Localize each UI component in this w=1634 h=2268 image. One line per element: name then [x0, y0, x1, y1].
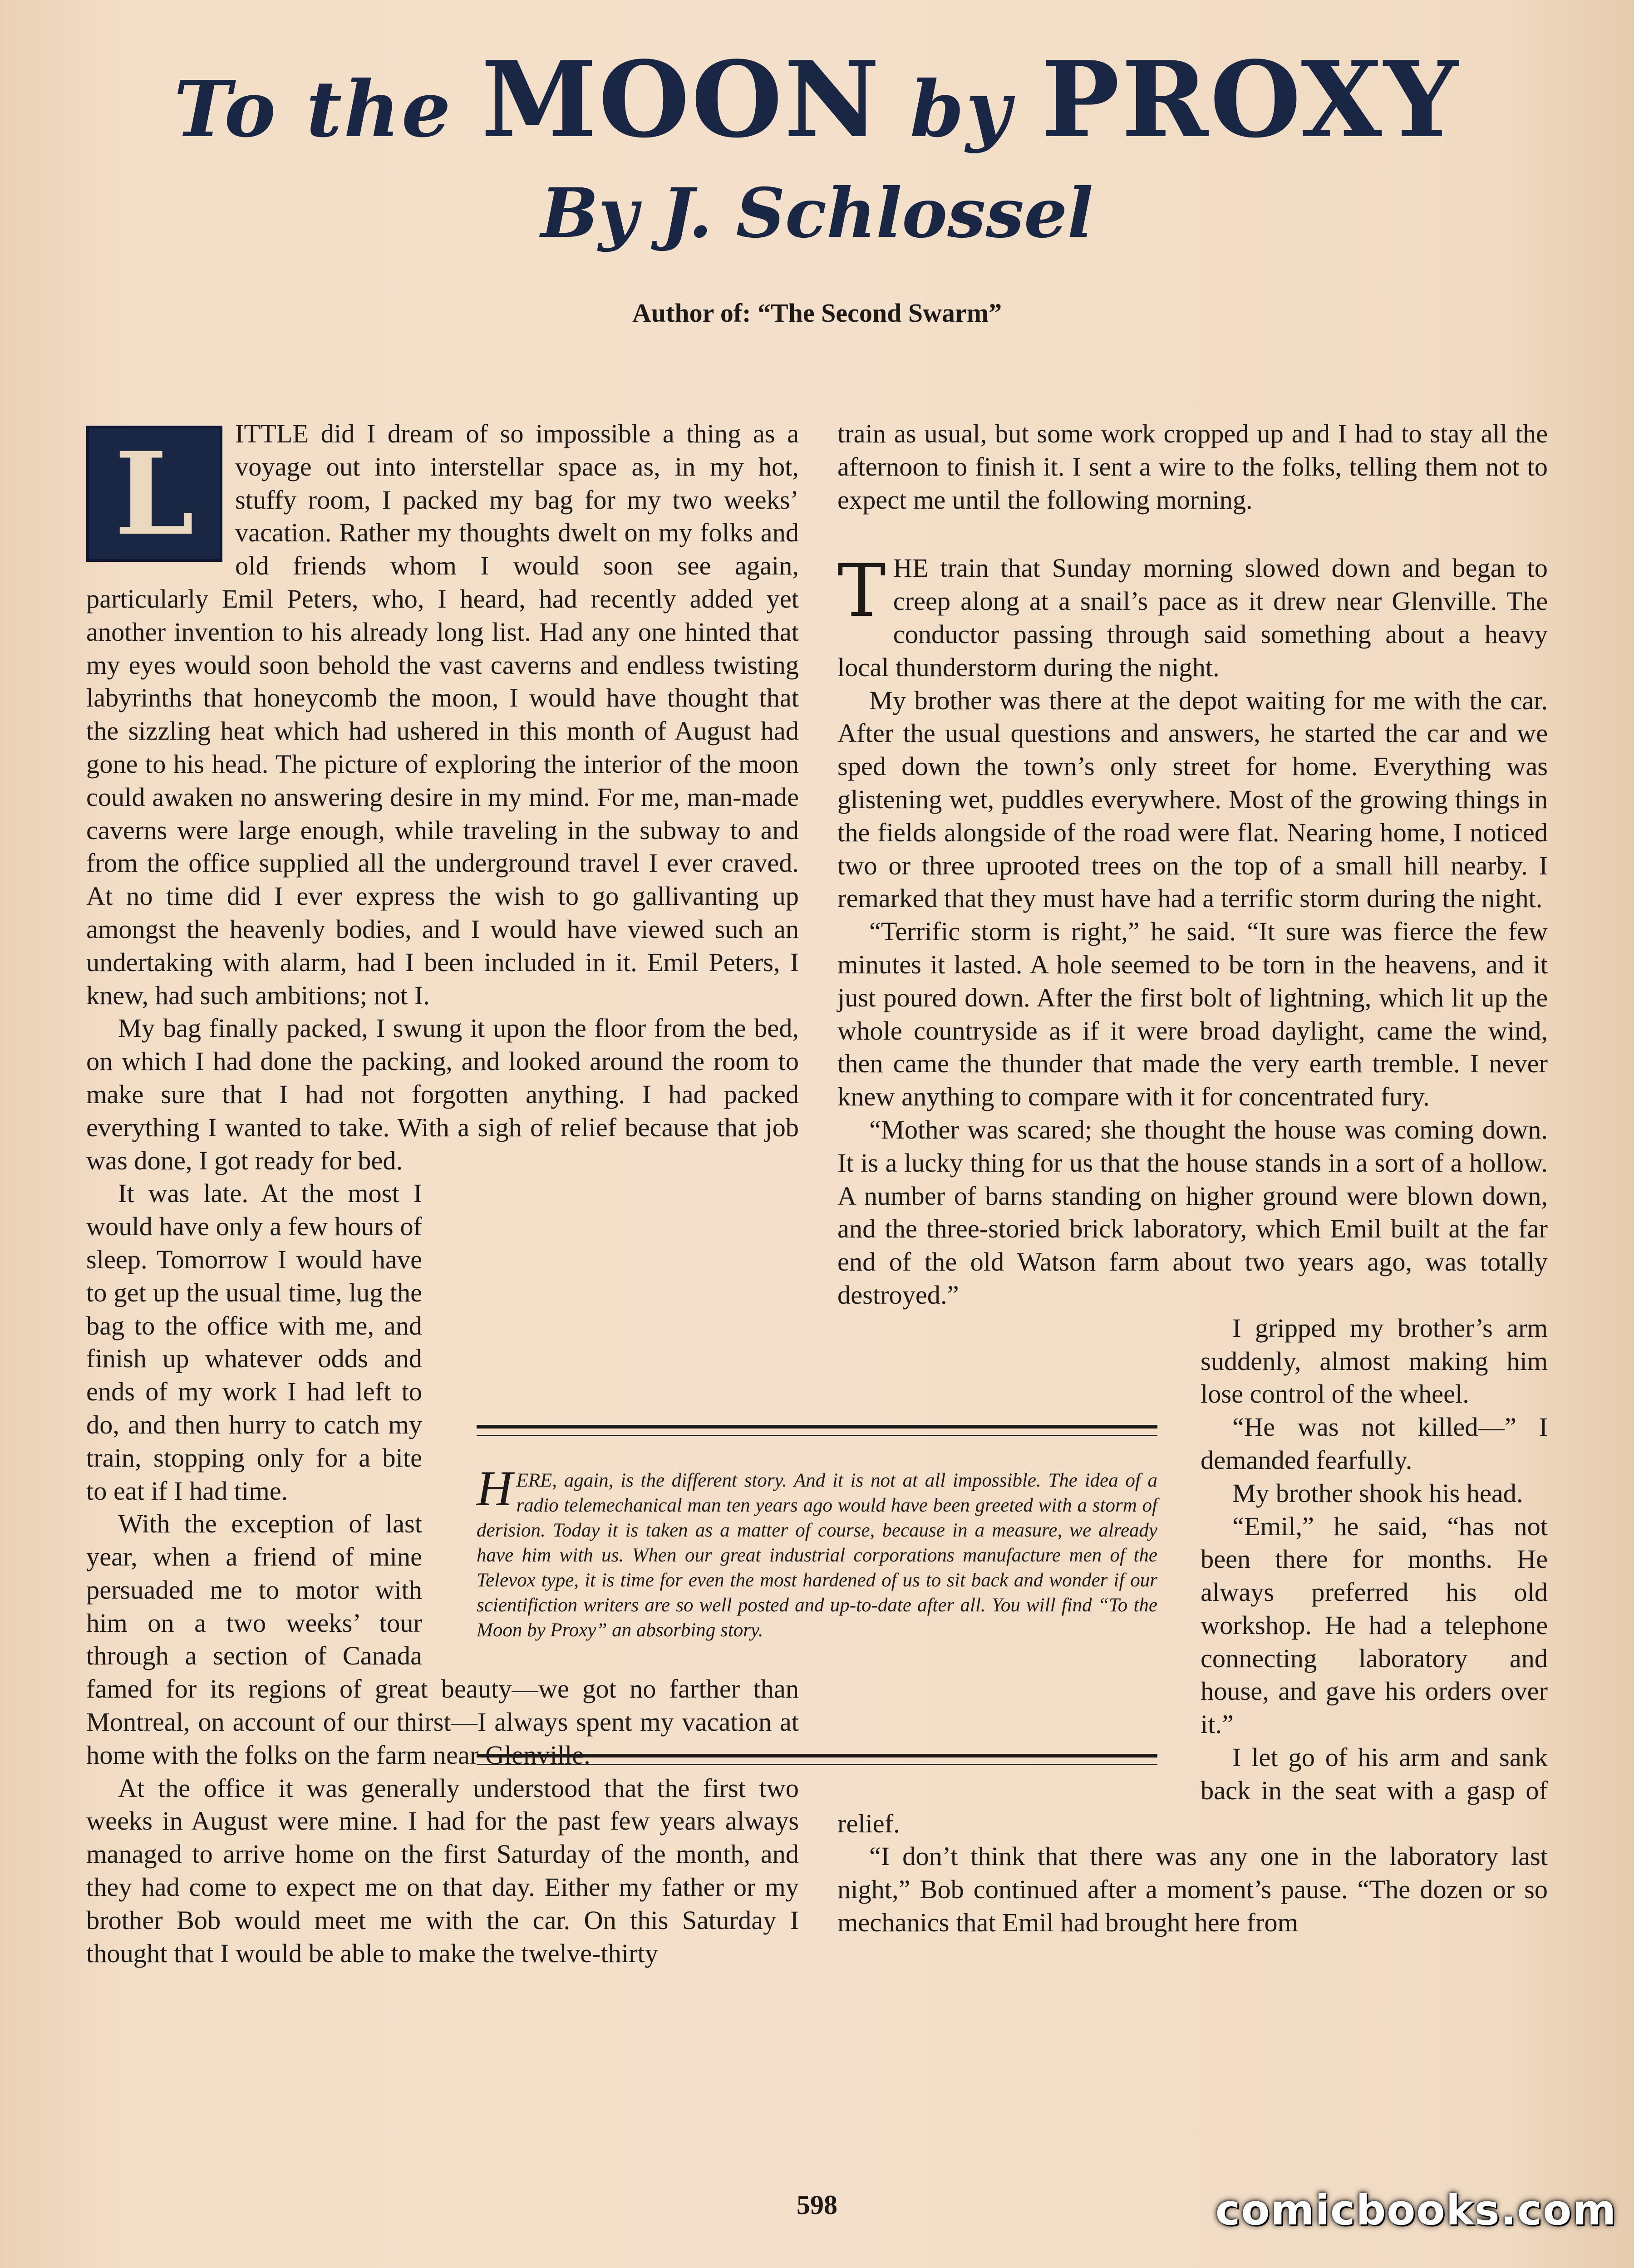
- section-break: [837, 516, 1548, 552]
- paragraph-text: ITTLE did I dream of so impossible a thing as a voyage out into interstellar space as, in my hot, stuffy room, I packed my bag for my two weeks’ vacation. Rather my thoughts dwelt on my folks and old friends whom I would soon see again, particularly Emil Peters, who, I heard, had recently added yet another invention to his already long list. Had any one hinted that my eyes would soon behold the vast caverns and endless twisting labyrinths that honeycomb the moon, I would have thought that the sizzling heat which had ushered in this month of August had gone to his head. The picture of exploring the interior of the moon could awaken no answering desire in my mind. For me, man-made caverns were large enough, while traveling in the subway to and from the office supplied all the underground travel I ever craved. At no time did I ever express the wish to go gallivanting up amongst the heavenly bodies, and I would have viewed such an undertaking with alarm, had I been included in it. Emil Peters, I knew, had such ambitions; not I.: [86, 419, 799, 1010]
- title-proxy: PROXY: [1041, 39, 1460, 161]
- paragraph: “Mother was scared; she thought the house was coming down. It is a lucky thing for us that the house stands in a sort of a hollow. A number of barns standing on higher ground were blown down, and the three-storied brick laboratory, which Emil built at the far end of the old Watson farm about two years ago, was totally destroyed.”: [837, 1114, 1548, 1310]
- paragraph: My bag finally packed, I swung it upon the floor from the bed, on which I had done the packing, and looked around the room to make sure that I had not forgotten anything. I had packed everything I wanted to take. With a sigh of relief because that job was done, I got ready for bed.: [86, 1013, 799, 1175]
- box-rule-bottom: [477, 1754, 1157, 1765]
- author-note: Author of: “The Second Swarm”: [632, 298, 1002, 328]
- paragraph: It was late. At the most I would have only a few hours of sleep. Tomorrow I would have to get up the usual time, lug the bag to the office with me, and finish up whatever odds and ends of my work I had left to do, and then hurry to catch my train, stopping only for a bite to eat if I had time.: [86, 1178, 422, 1506]
- paragraph: [837, 548, 1548, 684]
- paragraph: “I don’t think that there was any one in the laboratory last night,” Bob continued after a moment’s pause. “The dozen or so mechanics that Emil had brought here from: [837, 1841, 1548, 1938]
- page-number: 598: [797, 2190, 837, 2220]
- paragraph: With the exception of last year, when a friend of mine persuaded me to motor with him on a two weeks’ tour through a section of Canada famed for its regions of great beauty—we got no farther than Montreal, on account of our thirst—I always spent my vacation at home with the folks on the farm near Glenville.: [86, 1509, 799, 1770]
- paragraph: “He was not killed—” I demanded fearfully.: [1201, 1412, 1548, 1475]
- initial-letter: T: [837, 548, 886, 633]
- paragraph-text: HE train that Sunday morning slowed down and began to creep along at a snail’s pace as it drew near Glenville. The conductor passing through said something about a heavy local thunderstorm during the night.: [837, 553, 1548, 682]
- paragraph: “Terrific storm is right,” he said. “It sure was fierce the few minutes it lasted. A hole seemed to be torn in the heavens, and it just poured down. After the first bolt of lightning, which lit up the whole countryside as if it were broad daylight, came the wind, then came the thunder that made the very earth tremble. I never knew anything to compare with it for concentrated fury.: [837, 917, 1548, 1112]
- story-title: [0, 32, 1634, 177]
- paragraph: [86, 417, 799, 1012]
- editor-note: [477, 1461, 1157, 1643]
- watermark: comicbooks.com: [1215, 2185, 1617, 2234]
- editor-note-box: [477, 1425, 1157, 1788]
- box-rule-top: [477, 1425, 1157, 1436]
- paragraph: My brother was there at the depot waiting for me with the car. After the usual questions and answers, he started the car and we sped down the town’s only street for home. Everything was glistening wet, puddles everywhere. Most of the growing things in the fields alongside of the road were flat. Nearing home, I noticed two or three uprooted trees on the top of a small hill nearby. I remarked that they must have had a terrific storm during the night.: [837, 685, 1548, 913]
- paragraph: “Emil,” he said, “has not been there for months. He always preferred his old workshop. He had a telephone connecting laboratory and house, and gave his orders over it.”: [1201, 1511, 1548, 1739]
- title-to-the: To the: [174, 64, 482, 155]
- dropcap-ornament: L: [86, 426, 222, 562]
- initial-letter: H: [477, 1461, 513, 1516]
- paragraph: I gripped my brother’s arm suddenly, almost making him lose control of the wheel.: [1201, 1313, 1548, 1409]
- paragraph: At the office it was generally understood that the first two weeks in August were mine. I had for the past few years always managed to arrive home on the first Saturday of the month, and they had come to expect me on that day. Either my father or my brother Bob would meet me with the car. On this Saturday I thought that I would be able to make the twelve-thirty: [86, 1773, 799, 1968]
- paragraph: My brother shook his head.: [1232, 1478, 1523, 1508]
- title-by: by: [881, 64, 1041, 155]
- title-moon: MOON: [481, 39, 881, 161]
- editor-note-text: ERE, again, is the different story. And it is not at all impossible. The idea of a radio telemechanical man ten years ago would have been greeted with a storm of derision. Today it is taken as a matter of course, because in a measure, we already have him with us. When our great industrial corporations manufacture men of the Televox type, it is time for even the most hardened of us to sit back and wonder if our scientifiction writers are so well posted and up-to-date after all. You will find “To the Moon by Proxy” an absorbing story.: [477, 1470, 1157, 1641]
- byline: By J. Schlossel: [541, 173, 1093, 253]
- paragraph: train as usual, but some work cropped up and I had to stay all the afternoon to finish it. I sent a wire to the folks, telling them not to expect me until the following morning.: [837, 419, 1548, 515]
- paragraph: I let go of his arm and sank back in the seat with a gasp of relief.: [837, 1743, 1548, 1838]
